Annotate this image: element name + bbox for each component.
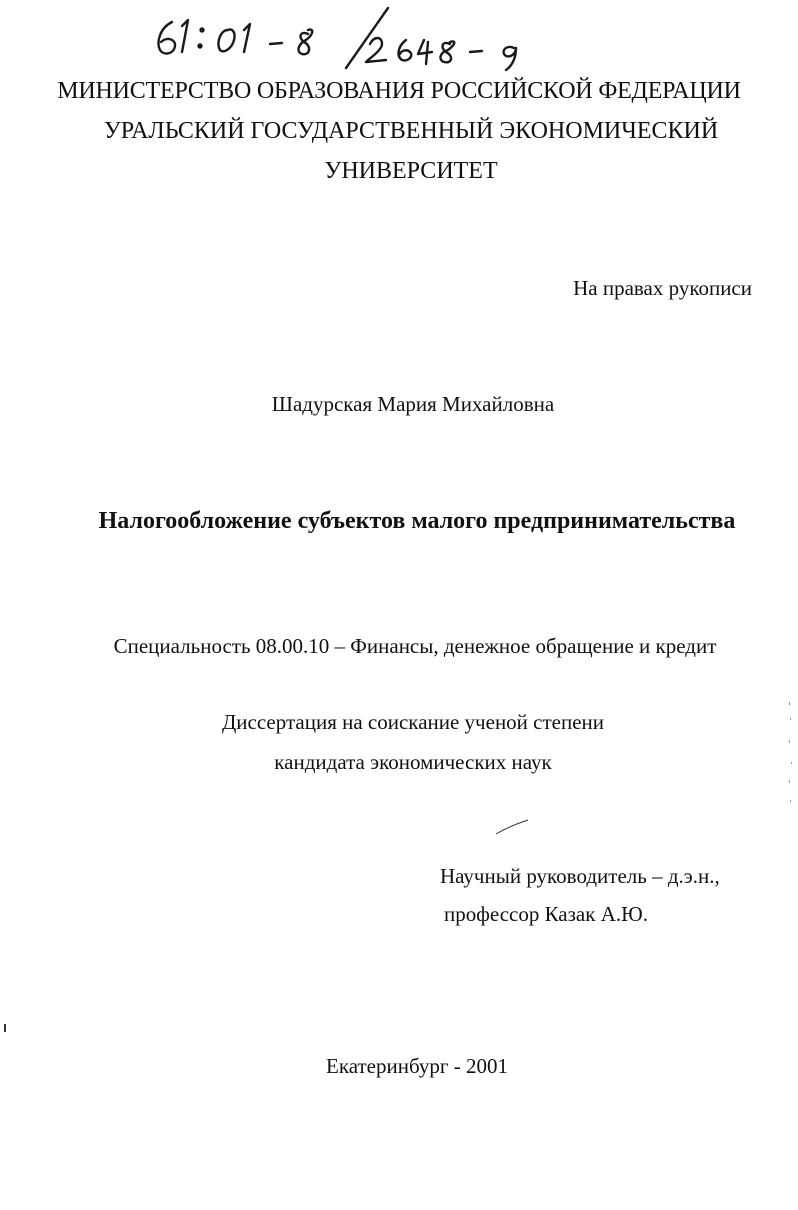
supervisor-line2: профессор Казак А.Ю. — [444, 902, 648, 926]
degree-line2: кандидата экономических наук — [274, 750, 552, 774]
handwritten-archive-code — [130, 0, 570, 80]
degree-line1: Диссертация на соискание ученой степени — [221, 710, 605, 734]
city-year: Екатеринбург - 2001 — [326, 1054, 508, 1078]
pen-mark — [494, 818, 530, 836]
author-name: Шадурская Мария Михайловна — [271, 392, 555, 416]
specialty-line: Специальность 08.00.10 – Финансы, денежное обращение и кредит — [113, 634, 717, 658]
rights-note: На правах рукописи — [573, 276, 752, 300]
supervisor-line1: Научный руководитель – д.э.н., — [440, 864, 720, 888]
ministry-heading: МИНИСТЕРСТВО ОБРАЗОВАНИЯ РОССИЙСКОЙ ФЕДЕРАЦИИ — [57, 78, 741, 104]
margin-speck — [4, 1024, 6, 1032]
university-heading-line1: УРАЛЬСКИЙ ГОСУДАРСТВЕННЫЙ ЭКОНОМИЧЕСКИЙ — [103, 118, 719, 144]
edge-specks — [786, 700, 794, 810]
university-heading-line2: УНИВЕРСИТЕТ — [324, 158, 498, 184]
dissertation-title: Налогообложение субъектов малого предпринимательства — [98, 508, 736, 534]
